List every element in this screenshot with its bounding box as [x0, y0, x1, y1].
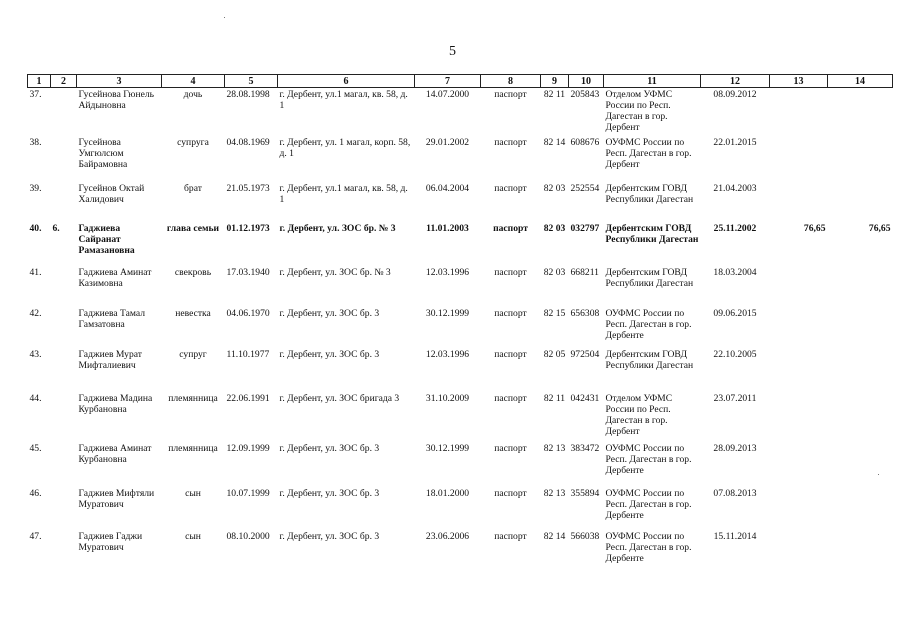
birth-date: 28.08.1998 [226, 89, 270, 100]
column-header: 4 [162, 75, 225, 88]
document-type: паспорт [493, 222, 528, 234]
passport-number: 668211 [570, 266, 599, 278]
birth-date: 21.05.1973 [226, 182, 270, 194]
column-header: 13 [770, 75, 828, 88]
table-row [28, 266, 893, 307]
column-header: 14 [828, 75, 893, 88]
passport-series: 82 05 [543, 348, 566, 360]
person-name: Гаджиева Сайранат Рамазановна [78, 222, 135, 256]
passport-number: 656308 [570, 307, 600, 319]
family-number [51, 530, 77, 570]
issuing-authority: ОУФМС России по Респ. Дагестан в гор. Дербенте [605, 307, 692, 341]
area [770, 88, 828, 136]
area-total [828, 392, 893, 442]
area-total [828, 88, 893, 136]
area-total [828, 348, 893, 392]
area-total [828, 442, 893, 487]
family-number [51, 392, 77, 442]
relation: глава семьи [166, 222, 220, 234]
address: г. Дербент, ул. ЗОС бр. 3 [279, 442, 380, 454]
document-type: паспорт [494, 182, 527, 194]
birth-date: 08.10.2000 [226, 530, 270, 542]
header-row [28, 75, 893, 88]
row-number: 46. [29, 487, 42, 499]
column-header: 3 [77, 75, 162, 88]
issuing-authority: Дербентским ГОВД Республики Дагестан [605, 182, 694, 205]
family-number [51, 88, 77, 136]
registration-date: 18.03.2004 [713, 266, 757, 278]
relation: сын [185, 530, 201, 542]
registration-date: 08.09.2012 [713, 89, 757, 100]
relation: брат [184, 182, 202, 194]
area [770, 487, 828, 530]
relation: сын [185, 487, 201, 499]
family-number [51, 266, 77, 307]
column-header: 7 [415, 75, 481, 88]
area-total [828, 530, 893, 570]
address: г. Дербент, ул. 1 магал, корп. 58, д. 1 [279, 136, 411, 159]
address: г. Дербент, ул. ЗОС бр. 3 [279, 348, 380, 360]
issue-date: 06.04.2004 [425, 182, 470, 194]
person-name: Гаджиев Гаджи Муратович [78, 530, 143, 553]
document-type: паспорт [494, 348, 527, 360]
issue-date: 29.01.2002 [425, 136, 470, 148]
column-header: 5 [225, 75, 278, 88]
table-row [28, 530, 893, 570]
area-total [828, 487, 893, 530]
issuing-authority: Отделом УФМС России по Респ. Дагестан в гор. Дербент [605, 89, 673, 133]
area [770, 392, 828, 442]
birth-date: 10.07.1999 [226, 487, 270, 499]
relation: племянница [168, 442, 218, 454]
area [770, 348, 828, 392]
table-row [28, 307, 893, 348]
person-name: Гусейнов Октай Халидович [78, 182, 145, 205]
passport-number: 972504 [570, 348, 600, 360]
address: г. Дербент, ул.1 магал, кв. 58, д. 1 [279, 89, 408, 111]
row-number: 38. [29, 136, 42, 148]
registration-date: 07.08.2013 [713, 487, 757, 499]
family-number [51, 136, 77, 182]
row-number: 44. [29, 392, 42, 404]
address: г. Дербент, ул. ЗОС бр. № 3 [279, 222, 396, 234]
passport-number: 608676 [570, 136, 600, 148]
person-name: Гусейнова Гюнель Айдыновна [78, 89, 155, 111]
passport-series: 82 11 [543, 89, 566, 100]
row-number: 43. [29, 348, 42, 360]
document-type: паспорт [494, 266, 527, 278]
scan-speck [878, 474, 879, 475]
registration-date: 15.11.2014 [713, 530, 757, 542]
issuing-authority: ОУФМС России по Респ. Дагестан в гор. Дербенте [605, 530, 692, 564]
passport-series: 82 14 [543, 136, 566, 148]
column-header: 8 [481, 75, 541, 88]
family-number [51, 307, 77, 348]
issuing-authority: ОУФМС России по Респ. Дагестан в гор. Дербент [605, 136, 692, 170]
document-type: паспорт [494, 89, 527, 100]
address: г. Дербент, ул. ЗОС бр. 3 [279, 307, 380, 319]
document-type: паспорт [494, 392, 527, 404]
registration-date: 25.11.2002 [713, 222, 757, 234]
passport-number: 032797 [570, 222, 600, 234]
issuing-authority: ОУФМС России по Респ. Дагестан в гор. Дербенте [605, 442, 692, 476]
area [770, 442, 828, 487]
passport-series: 82 03 [543, 266, 566, 278]
table-row [28, 88, 893, 136]
issue-date: 14.07.2000 [425, 89, 470, 100]
row-number: 47. [29, 530, 42, 542]
document-type: паспорт [494, 307, 527, 319]
registration-date: 22.10.2005 [713, 348, 757, 360]
birth-date: 12.09.1999 [226, 442, 270, 454]
issuing-authority: Дербентским ГОВД Республики Дагестан [605, 348, 694, 371]
row-number: 45. [29, 442, 42, 454]
registration-date: 28.09.2013 [713, 442, 757, 454]
passport-series: 82 15 [543, 307, 566, 319]
registry-rows [28, 88, 893, 570]
column-header: 2 [51, 75, 77, 88]
row-number: 41. [29, 266, 42, 278]
passport-series: 82 11 [543, 392, 566, 404]
issue-date: 18.01.2000 [425, 487, 470, 499]
document-type: паспорт [494, 442, 527, 454]
passport-series: 82 03 [543, 222, 566, 234]
passport-number: 566038 [570, 530, 600, 542]
registry-table [27, 74, 893, 570]
passport-number: 355894 [570, 487, 600, 499]
relation: супруг [179, 348, 207, 360]
registration-date: 23.07.2011 [713, 392, 757, 404]
issue-date: 23.06.2006 [425, 530, 470, 542]
birth-date: 22.06.1991 [226, 392, 270, 404]
issue-date: 11.01.2003 [426, 222, 469, 234]
relation: супруга [177, 136, 209, 148]
family-number: 6. [52, 222, 60, 234]
area [770, 136, 828, 182]
scan-speck [224, 17, 225, 18]
passport-number: 205843 [570, 89, 600, 100]
page-number: 5 [449, 44, 456, 59]
row-number: 37. [29, 89, 42, 100]
area [770, 266, 828, 307]
area-total [828, 307, 893, 348]
area [770, 530, 828, 570]
relation: дочь [183, 89, 203, 100]
registration-date: 21.04.2003 [713, 182, 757, 194]
table-row [28, 222, 893, 266]
relation: невестка [175, 307, 211, 319]
issue-date: 12.03.1996 [425, 348, 470, 360]
family-number [51, 442, 77, 487]
person-name: Гаджиева Тамал Гамзатовна [78, 307, 146, 330]
passport-series: 82 13 [543, 442, 566, 454]
column-header: 12 [701, 75, 770, 88]
person-name: Гаджиева Аминат Казимовна [78, 266, 152, 289]
family-number [51, 182, 77, 222]
column-header: 11 [604, 75, 701, 88]
person-name: Гусейнова Умгюлсюм Байрамовна [78, 136, 128, 170]
person-name: Гаджиев Мурат Мифталиевич [78, 348, 142, 371]
column-header: 10 [569, 75, 604, 88]
table-row [28, 182, 893, 222]
issue-date: 30.12.1999 [425, 442, 470, 454]
issuing-authority: Дербентским ГОВД Республики Дагестан [605, 266, 694, 289]
document-type: паспорт [494, 487, 527, 499]
document-type: паспорт [494, 530, 527, 542]
passport-number: 042431 [570, 392, 600, 404]
address: г. Дербент, ул. ЗОС бр. 3 [279, 487, 380, 499]
relation: племянница [168, 392, 218, 404]
issuing-authority: Отделом УФМС России по Респ. Дагестан в гор. Дербент [605, 392, 673, 437]
passport-series: 82 14 [543, 530, 566, 542]
relation: свекровь [174, 266, 212, 278]
row-number: 39. [29, 182, 42, 194]
column-header: 1 [28, 75, 51, 88]
address: г. Дербент, ул. ЗОС бригада 3 [279, 392, 400, 404]
area [770, 307, 828, 348]
row-number: 42. [29, 307, 42, 319]
birth-date: 11.10.1977 [226, 348, 270, 360]
area-total [828, 266, 893, 307]
registration-date: 22.01.2015 [713, 136, 757, 148]
area-total [828, 136, 893, 182]
birth-date: 04.06.1970 [226, 307, 270, 319]
person-name: Гаджиева Мадина Курбановна [78, 392, 153, 415]
registration-date: 09.06.2015 [713, 307, 757, 319]
birth-date: 01.12.1973 [226, 222, 270, 234]
table-row [28, 392, 893, 442]
column-header: 6 [278, 75, 415, 88]
birth-date: 04.08.1969 [226, 136, 270, 148]
passport-series: 82 13 [543, 487, 566, 499]
column-header: 9 [541, 75, 569, 88]
passport-series: 82 03 [543, 182, 566, 194]
table-row [28, 136, 893, 182]
table-row [28, 487, 893, 530]
address: г. Дербент, ул. ЗОС бр. № 3 [279, 266, 391, 278]
row-number: 40. [29, 222, 42, 234]
area [770, 182, 828, 222]
area-total [828, 182, 893, 222]
area-total: 76,65 [868, 222, 891, 234]
area: 76,65 [803, 222, 826, 234]
passport-number: 252554 [570, 182, 600, 194]
table-row [28, 442, 893, 487]
table-row [28, 348, 893, 392]
issue-date: 30.12.1999 [425, 307, 470, 319]
passport-number: 383472 [570, 442, 600, 454]
person-name: Гаджиева Аминат Курбановна [78, 442, 152, 465]
issuing-authority: Дербентским ГОВД Республики Дагестан [605, 222, 699, 245]
address: г. Дербент, ул.1 магал, кв. 58, д. 1 [279, 182, 408, 205]
person-name: Гаджиев Мифтяли Муратович [78, 487, 155, 510]
birth-date: 17.03.1940 [226, 266, 270, 278]
issue-date: 31.10.2009 [425, 392, 470, 404]
family-number [51, 348, 77, 392]
issue-date: 12.03.1996 [425, 266, 470, 278]
document-type: паспорт [494, 136, 527, 148]
issuing-authority: ОУФМС России по Респ. Дагестан в гор. Дербенте [605, 487, 692, 521]
family-number [51, 487, 77, 530]
address: г. Дербент, ул. ЗОС бр. 3 [279, 530, 380, 542]
